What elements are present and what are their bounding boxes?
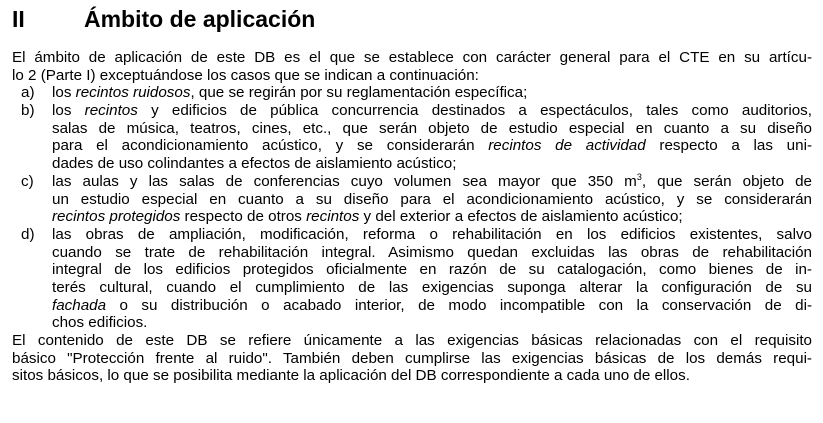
item-b-italic-term: recintos de actividad xyxy=(488,137,646,155)
item-c-text-end: y del exterior a efectos de aislamiento acústico; xyxy=(359,208,683,226)
item-d-line-6: chos edificios. xyxy=(52,314,148,332)
list-item-d xyxy=(12,226,812,332)
item-c-italic-term-2: recintos xyxy=(306,208,360,226)
list-item-b xyxy=(12,102,812,173)
list-item-c xyxy=(12,173,812,226)
list-marker-b: b) xyxy=(21,102,35,120)
item-c-line-1 xyxy=(52,173,812,191)
item-d-line-3: integral de los edificios protegidos oficialmente en razón de su catalogación, como bienes de in- xyxy=(52,261,812,279)
closing-line-2: básico "Protección frente al ruido". También deben cumplirse las exigencias básicas de los demás requi- xyxy=(12,349,812,367)
list-marker-a: a) xyxy=(21,84,35,102)
section-heading xyxy=(12,2,315,36)
item-c-line-2: un estudio especial en cuanto a su diseño para el acondicionamiento acústico, y se considerarán xyxy=(52,190,812,208)
item-d-line-2: cuando se trate de rehabilitación integral. Asimismo quedan excluidas las obras de rehabilitación xyxy=(52,243,812,261)
item-d-line-5 xyxy=(52,297,812,315)
item-a-line-1 xyxy=(52,84,812,102)
item-b-text-cont: y edificios de pública concurrencia destinados a espectáculos, tales como auditorios, xyxy=(137,102,812,120)
item-b-line-1 xyxy=(52,102,812,120)
item-d-line-1: las obras de ampliación, modificación, reforma o rehabilitación en los edificios existentes, salvo xyxy=(52,225,812,243)
section-body xyxy=(12,49,812,385)
item-a-italic-term: recintos ruidosos xyxy=(75,84,191,102)
closing-line-3: sitos básicos, lo que se posibilita mediante la aplicación del DB correspondiente a cada uno de ellos. xyxy=(12,367,690,385)
item-b-line-4: dades de uso colindantes a efectos de aislamiento acústico; xyxy=(52,155,457,173)
item-b-text: los xyxy=(52,102,85,120)
item-a-text-end: , que se regirán por su reglamentación específica; xyxy=(190,84,528,102)
superscript-exponent: 3 xyxy=(636,172,642,182)
item-b-text-cont: respecto a las uni- xyxy=(645,137,812,155)
section-title: Ámbito de aplicación xyxy=(84,5,316,32)
item-d-line-4: terés cultural, cuando el cumplimiento de las exigencias suponga alterar la configuración de su xyxy=(52,278,812,296)
item-c-text: las aulas y las salas de conferencias cuyo volumen sea mayor que 350 m xyxy=(52,172,637,190)
list-marker-d: d) xyxy=(21,225,35,243)
item-c-text: respecto de otros xyxy=(180,208,307,226)
list-marker-c: c) xyxy=(21,172,34,190)
section-number: II xyxy=(12,5,25,32)
item-d-italic-term: fachada xyxy=(52,296,107,314)
intro-line-1: El ámbito de aplicación de este DB es el que se establece con carácter general para el CTE en su artícu- xyxy=(12,49,812,66)
item-b-line-2: salas de música, teatros, cines, etc., que serán objeto de estudio especial en cuanto a su diseño xyxy=(52,119,812,137)
closing-line-1: El contenido de este DB se refiere únicamente a las exigencias básicas relacionadas con el requisito xyxy=(12,332,812,350)
item-a-text: los xyxy=(52,84,76,102)
list-item-a xyxy=(12,84,812,102)
item-b-line-3 xyxy=(52,137,812,155)
item-c-italic-term: recintos protegidos xyxy=(52,208,181,226)
item-b-text: para el acondicionamiento acústico, y se considerarán xyxy=(52,137,489,155)
closing-paragraph xyxy=(12,332,812,385)
item-c-line-3 xyxy=(52,208,812,226)
item-c-text-cont: , que serán objeto de xyxy=(641,172,812,190)
intro-paragraph xyxy=(12,49,812,84)
item-d-text: o su distribución o acabado interior, de modo incompatible con la conservación de di- xyxy=(106,296,812,314)
intro-line-2: lo 2 (Parte I) exceptuándose los casos que se indican a continuación: xyxy=(12,66,479,84)
item-b-italic-term: recintos xyxy=(84,102,138,120)
